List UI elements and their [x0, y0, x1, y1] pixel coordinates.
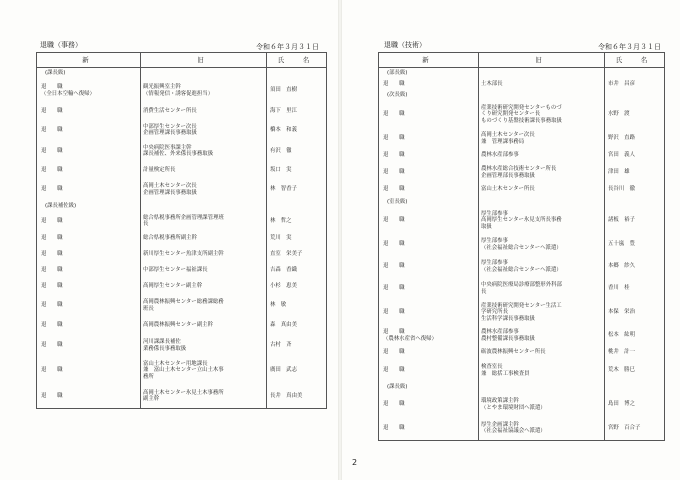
old-position-cell [479, 300, 605, 326]
page-gutter [338, 0, 342, 480]
new-position-text: 退 職 [41, 267, 63, 274]
new-position-cell [379, 79, 479, 90]
new-position-text: （農林水産省へ復帰） [383, 335, 437, 342]
new-position-cell [379, 183, 479, 197]
table-row [379, 393, 665, 417]
old-position-cell [479, 149, 605, 163]
new-position-text: 退 職 [41, 84, 63, 91]
person-name-cell: 諸板 裕子 [605, 208, 665, 234]
old-position-text: 厚生部参事 [481, 238, 508, 245]
new-position-cell [37, 231, 141, 247]
empty-cell [479, 382, 605, 393]
new-position-cell [379, 163, 479, 183]
old-position-cell [141, 247, 267, 263]
header-new: 新 [37, 53, 141, 68]
table-row [37, 317, 327, 335]
person-name-cell: 津田 雄 [605, 163, 665, 183]
new-position-cell [37, 103, 141, 120]
old-position-text: 土木部長 [481, 80, 503, 87]
person-name-cell: 森 真由美 [267, 317, 327, 335]
old-position-cell [141, 79, 267, 103]
old-position-text: 総合県税事務所副主幹 [143, 235, 197, 242]
new-position-text: 退 職 [383, 329, 405, 336]
new-position-cell [37, 279, 141, 295]
old-position-text: 企画管理部長事務取扱 [481, 172, 535, 179]
table-row [379, 346, 665, 360]
empty-cell [141, 201, 267, 212]
old-position-text: 高岡厚生センター氷見支所長事務 [481, 217, 562, 224]
old-position-text: 厚生部参事 [481, 211, 508, 218]
old-position-cell [479, 417, 605, 441]
table-row [37, 279, 327, 295]
old-position-cell [141, 120, 267, 141]
table-row [379, 278, 665, 300]
table-row [379, 163, 665, 183]
new-position-cell [379, 360, 479, 382]
old-position-cell [141, 317, 267, 335]
left-header-row [37, 53, 327, 68]
table-row [37, 357, 327, 385]
empty-cell [605, 197, 665, 208]
empty-cell [267, 68, 327, 79]
old-position-text: 兼 管理課事務局 [481, 138, 525, 145]
table-row [37, 141, 327, 162]
old-position-cell [479, 346, 605, 360]
old-position-cell [479, 278, 605, 300]
right-header-row [379, 53, 665, 68]
new-position-cell [37, 385, 141, 409]
header-new: 新 [379, 53, 479, 68]
old-position-text: 高岡土木センター次長 [143, 183, 197, 190]
left-personnel-table [36, 52, 327, 409]
old-position-text: 産業技術研究開発センター生活工 [481, 303, 562, 310]
person-name-cell: 荒木 勝巳 [605, 360, 665, 382]
table-row [379, 79, 665, 90]
person-name-cell: 島田 博之 [605, 393, 665, 417]
old-position-text: 務所 [143, 373, 154, 380]
section-header-row [379, 90, 665, 101]
section-label: (課長補佐級) [37, 201, 141, 212]
old-position-text: 班長 [143, 305, 154, 312]
person-name-cell: 長井 真由美 [267, 385, 327, 409]
new-position-cell [37, 295, 141, 317]
old-position-text: 副主幹 [143, 396, 160, 403]
old-position-text: 農林水産総合技術センター所長 [481, 166, 557, 173]
person-name-cell: 林 哲之 [267, 212, 327, 231]
person-name-cell: 野沢 直路 [605, 129, 665, 149]
empty-cell [141, 68, 267, 79]
old-position-cell [141, 385, 267, 409]
person-name-cell: 長谷川 徹 [605, 183, 665, 197]
new-position-cell [379, 129, 479, 149]
old-position-text: 業務係長事務取扱 [143, 345, 187, 352]
old-position-text: 農村整備課長事務取扱 [481, 335, 535, 342]
table-row [379, 256, 665, 278]
section-header-row [379, 197, 665, 208]
old-position-text: 農林水産部参事 [481, 329, 519, 336]
old-position-text: 生活科学課長事務取扱 [481, 315, 535, 322]
old-position-text: 中部厚生センター次長 [143, 123, 197, 130]
table-row [37, 231, 327, 247]
new-position-text: 退 職 [383, 217, 405, 224]
new-position-cell [37, 317, 141, 335]
new-position-text: 退 職 [383, 135, 405, 142]
new-position-cell [37, 357, 141, 385]
new-position-text: 退 職 [41, 126, 63, 133]
old-position-cell [479, 326, 605, 346]
section-header-row [37, 201, 327, 212]
person-name-cell: 吉森 香織 [267, 263, 327, 279]
table-row [379, 234, 665, 256]
empty-cell [479, 90, 605, 101]
old-position-text: 取扱 [481, 223, 492, 230]
table-row [379, 183, 665, 197]
new-position-text: 退 職 [41, 235, 63, 242]
old-position-cell [479, 360, 605, 382]
person-name-cell: 古村 斉 [267, 335, 327, 357]
table-row [379, 101, 665, 129]
section-label: (室長級) [379, 197, 479, 208]
left-date: 令和６年３月３１日 [256, 43, 319, 51]
old-position-text: 長 [143, 221, 149, 227]
person-name-cell: 桃井 計一 [605, 346, 665, 360]
person-name-cell: 坂口 実 [267, 162, 327, 179]
old-position-cell [141, 179, 267, 201]
header-old: 旧 [479, 53, 605, 68]
old-position-cell [141, 212, 267, 231]
old-position-text: 長 [481, 288, 487, 295]
new-position-text: 退 職 [383, 241, 405, 248]
old-position-cell [141, 295, 267, 317]
header-name: 氏 名 [605, 53, 665, 68]
new-position-cell [379, 346, 479, 360]
old-position-text: 河川課課長補佐 [143, 339, 181, 346]
new-position-text: 退 職 [383, 169, 405, 176]
new-position-text: 退 職 [383, 425, 405, 432]
new-position-cell [37, 335, 141, 357]
new-position-text: 退 職 [383, 349, 405, 356]
table-row [37, 212, 327, 231]
person-name-cell: 海下 里江 [267, 103, 327, 120]
new-position-cell [379, 278, 479, 300]
person-name-cell: 小杉 恵美 [267, 279, 327, 295]
table-row [37, 179, 327, 201]
new-position-text: 退 職 [383, 152, 405, 159]
person-name-cell: 水野 渡 [605, 101, 665, 129]
new-position-text: 退 職 [41, 393, 63, 400]
section-label: (次長級) [379, 90, 479, 101]
old-position-text: 企画管理課長事務取扱 [143, 189, 197, 196]
person-name-cell: 林 智香子 [267, 179, 327, 201]
section-label: (課長級) [379, 382, 479, 393]
old-position-text: 検査室長 [481, 364, 503, 371]
empty-cell [605, 68, 665, 79]
old-position-text: 高岡土木センター氷見土木事務所 [143, 390, 224, 397]
table-row [37, 295, 327, 317]
old-position-cell [141, 103, 267, 120]
old-position-cell [479, 208, 605, 234]
old-position-text: 高岡土木センター次長 [481, 132, 535, 139]
table-row [379, 326, 665, 346]
new-position-text: 退 職 [41, 186, 63, 193]
person-name-cell: 直室 栄美子 [267, 247, 327, 263]
person-name-cell: 松本 紘明 [605, 326, 665, 346]
table-row [379, 149, 665, 163]
table-row [379, 360, 665, 382]
table-row [37, 162, 327, 179]
table-row [37, 120, 327, 141]
table-row [37, 79, 327, 103]
new-position-cell [379, 300, 479, 326]
table-row [37, 247, 327, 263]
new-position-text: 退 職 [41, 107, 63, 114]
empty-cell [605, 90, 665, 101]
old-position-text: 兼 総括工事検査員 [481, 370, 530, 377]
page-number: 2 [352, 458, 358, 467]
new-position-cell [379, 393, 479, 417]
old-position-cell [479, 129, 605, 149]
old-position-text: 環境政策課主幹 [481, 398, 519, 405]
new-position-cell [379, 208, 479, 234]
empty-cell [479, 68, 605, 79]
person-name-cell: 林 敏 [267, 295, 327, 317]
old-position-cell [141, 162, 267, 179]
person-name-cell: 香川 桂 [605, 278, 665, 300]
old-position-cell [141, 279, 267, 295]
old-position-text: 消費生活センター所長 [143, 107, 197, 114]
old-position-text: 産業技術研究開発センターものづ [481, 105, 562, 112]
new-position-cell [37, 141, 141, 162]
table-row [37, 263, 327, 279]
old-position-text: 兼 富山土木センター立山土木事 [143, 367, 224, 374]
new-position-text: 退 職 [41, 322, 63, 329]
person-name-cell: 廣田 武志 [267, 357, 327, 385]
old-position-text: 学研究所長 [481, 309, 508, 316]
old-position-cell [479, 183, 605, 197]
table-row [379, 300, 665, 326]
new-position-text: 退 職 [383, 186, 405, 193]
new-position-cell [379, 101, 479, 129]
person-name-cell: 本保 栄治 [605, 300, 665, 326]
new-position-cell [379, 234, 479, 256]
old-position-text: 総合県税事務所企画管理課管理班 [143, 214, 224, 221]
old-position-cell [141, 141, 267, 162]
section-label: (課長級) [37, 68, 141, 79]
section-header-row [379, 68, 665, 79]
old-position-cell [479, 393, 605, 417]
old-position-text: 厚生企画課主幹 [481, 422, 519, 429]
new-position-text: （全日本空輸へ復帰） [41, 90, 95, 97]
right-personnel-table [378, 52, 665, 441]
old-position-text: （情報発信・誘客促進担当） [143, 90, 214, 97]
new-position-text: 退 職 [41, 342, 63, 349]
old-position-text: 高岡農林振興センター総務課総務 [143, 299, 224, 306]
new-position-text: 退 職 [383, 285, 405, 292]
old-position-text: 高岡厚生センター副主幹 [143, 283, 203, 290]
new-position-cell [37, 247, 141, 263]
new-position-text: 退 職 [383, 401, 405, 408]
new-position-text: 退 職 [41, 147, 63, 154]
old-position-cell [479, 101, 605, 129]
old-position-text: （社会福祉協議会へ派遣） [481, 428, 546, 435]
old-position-text: 高岡農林振興センター副主幹 [143, 322, 213, 329]
new-position-text: 退 職 [383, 111, 405, 118]
old-position-cell [141, 335, 267, 357]
table-row [379, 417, 665, 441]
person-name-cell: 市井 昌彦 [605, 79, 665, 90]
old-position-cell [479, 234, 605, 256]
old-position-text: 富山土木センター所長 [481, 186, 535, 193]
old-position-text: （社会福祉総合センターへ派遣） [481, 244, 562, 251]
empty-cell [605, 382, 665, 393]
header-old: 旧 [141, 53, 267, 68]
old-position-text: 厚生部参事 [481, 260, 508, 267]
old-position-text: 中央病院医事課主幹 [143, 144, 192, 151]
new-position-cell [379, 256, 479, 278]
new-position-text: 退 職 [383, 80, 405, 87]
person-name-cell: 五十嵐 豊 [605, 234, 665, 256]
section-label: (部長級) [379, 68, 479, 79]
old-position-text: 課長補佐、外来係長事務取扱 [143, 151, 214, 157]
new-position-cell [37, 79, 141, 103]
old-position-cell [141, 231, 267, 247]
new-position-cell [379, 417, 479, 441]
section-header-row [379, 382, 665, 393]
table-row [37, 103, 327, 120]
person-name-cell: 須田 直樹 [267, 79, 327, 103]
old-position-text: 中央病院医療局診療部整形外科部 [481, 282, 562, 289]
new-position-cell [37, 212, 141, 231]
new-position-cell [379, 149, 479, 163]
new-position-cell [379, 326, 479, 346]
person-name-cell: 有沢 徹 [267, 141, 327, 162]
new-position-text: 退 職 [41, 251, 63, 258]
table-row [379, 129, 665, 149]
person-name-cell: 橋本 和義 [267, 120, 327, 141]
new-position-text: 退 職 [383, 309, 405, 316]
new-position-text: 退 職 [41, 283, 63, 290]
old-position-text: （とやま環境財団へ派遣） [481, 404, 546, 411]
new-position-cell [37, 162, 141, 179]
old-position-text: 新川厚生センター魚津支所副主幹 [143, 251, 224, 258]
right-date: 令和６年３月３１日 [598, 43, 661, 51]
empty-cell [267, 201, 327, 212]
old-position-text: 農林水産部参事 [481, 152, 519, 159]
old-position-text: ものづくり基盤技術課長事務取扱 [481, 117, 562, 124]
header-name: 氏 名 [267, 53, 327, 68]
empty-cell [479, 197, 605, 208]
old-position-text: くり研究開発センター長 [481, 111, 541, 118]
old-position-text: 企画管理課長事務取扱 [143, 130, 197, 136]
old-position-text: 中部厚生センター福祉課長 [143, 267, 208, 274]
old-position-cell [479, 79, 605, 90]
new-position-cell [37, 263, 141, 279]
right-title: 退職（技術） [384, 41, 426, 49]
old-position-text: 計量検定所長 [143, 166, 176, 173]
new-position-text: 退 職 [383, 367, 405, 374]
old-position-text: 砺波農林振興センター所長 [481, 349, 546, 356]
person-name-cell: 荒川 実 [267, 231, 327, 247]
new-position-text: 退 職 [41, 302, 63, 309]
new-position-text: 退 職 [41, 367, 63, 374]
new-position-text: 退 職 [41, 217, 63, 224]
person-name-cell: 宮野 百合子 [605, 417, 665, 441]
left-title: 退職（事務） [40, 41, 82, 49]
person-name-cell: 宮田 義人 [605, 149, 665, 163]
table-row [37, 385, 327, 409]
old-position-cell [479, 163, 605, 183]
old-position-cell [141, 263, 267, 279]
old-position-text: （社会福祉総合センターへ派遣） [481, 266, 562, 273]
old-position-cell [141, 357, 267, 385]
table-row [379, 208, 665, 234]
person-name-cell: 本郷 紗久 [605, 256, 665, 278]
section-header-row [37, 68, 327, 79]
new-position-text: 退 職 [41, 166, 63, 173]
new-position-text: 退 職 [383, 263, 405, 270]
new-position-cell [37, 179, 141, 201]
old-position-cell [479, 256, 605, 278]
table-row [37, 335, 327, 357]
new-position-cell [37, 120, 141, 141]
old-position-text: 富山土木センター用地課長 [143, 361, 208, 368]
old-position-text: 観光振興室主幹 [143, 84, 181, 91]
